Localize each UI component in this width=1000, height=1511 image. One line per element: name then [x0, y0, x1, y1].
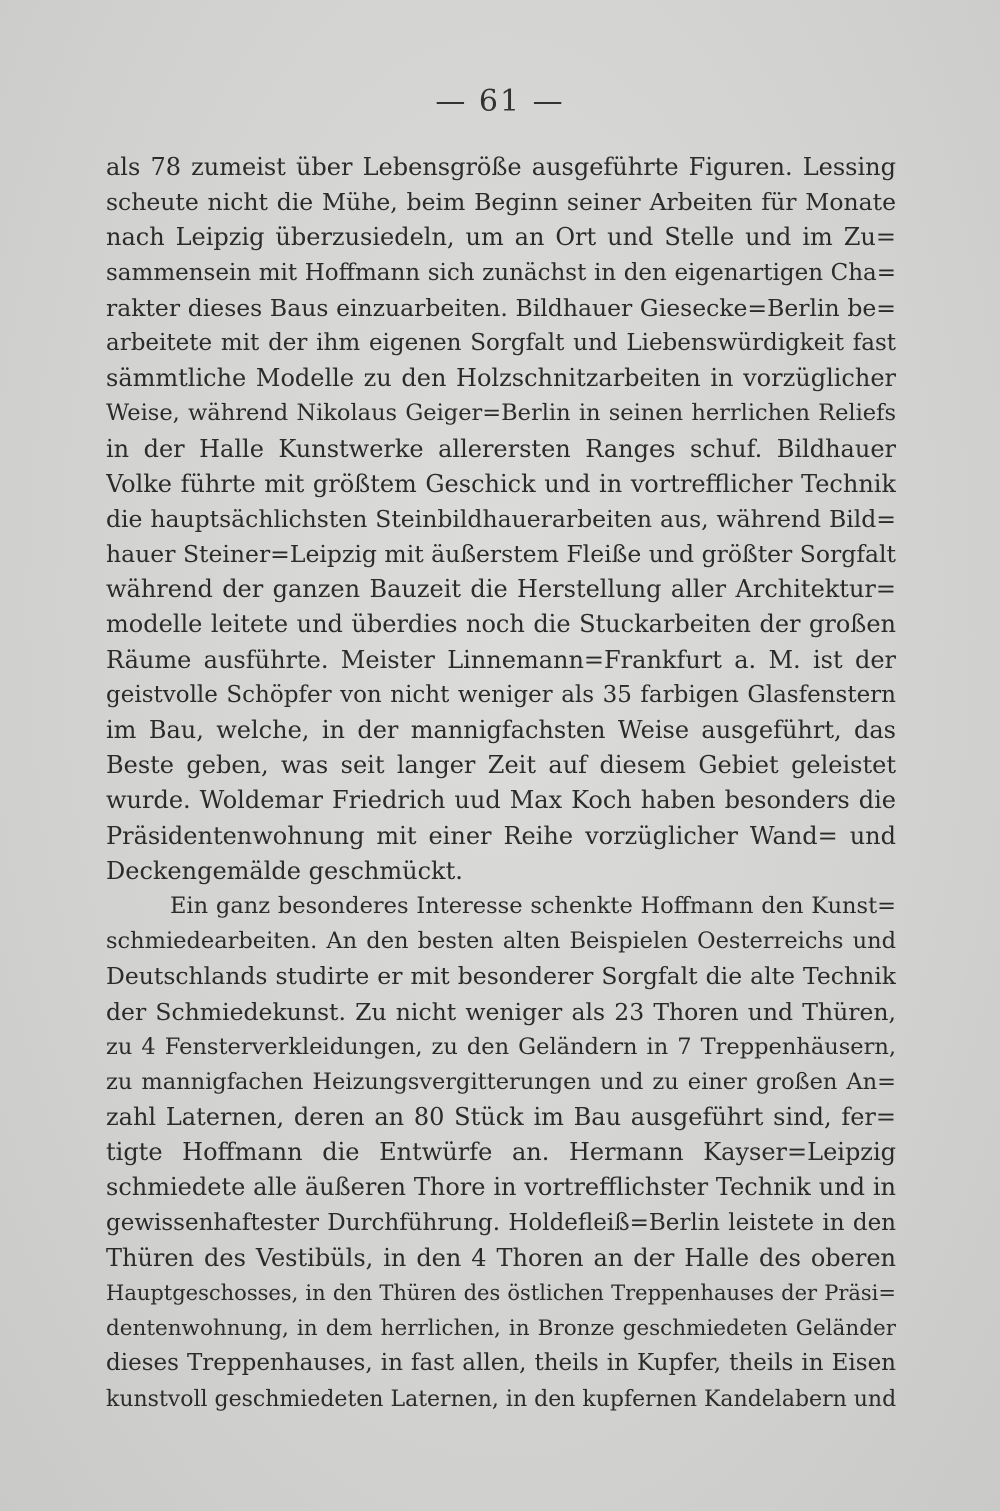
text-line: schmiedearbeiten. An den besten alten Beispielen Oesterreichs und	[106, 928, 896, 955]
text-line: arbeitete mit der ihm eigenen Sorgfalt und Liebenswürdigkeit fast	[106, 329, 896, 356]
text-line: gewissenhaftester Durchführung. Holdefleiß=Berlin leistete in den	[106, 1209, 896, 1236]
text-line: als 78 zumeist über Lebensgröße ausgeführte Figuren. Lessing	[106, 153, 896, 181]
text-line: Ein ganz besonderes Interesse schenkte Hoffmann den Kunst=	[170, 892, 896, 919]
text-line: hauer Steiner=Leipzig mit äußerstem Fleiße und größter Sorgfalt	[106, 540, 896, 569]
text-line: sämmtliche Modelle zu den Holzschnitzarbeiten in vorzüglicher	[106, 364, 896, 393]
text-line: Deckengemälde geschmückt.	[106, 856, 463, 885]
text-line: rakter dieses Baus einzuarbeiten. Bildhauer Giesecke=Berlin be=	[106, 293, 896, 322]
text-line: wurde. Woldemar Friedrich uud Max Koch haben besonders die	[106, 786, 896, 815]
text-line: Präsidentenwohnung mit einer Reihe vorzüglicher Wand= und	[106, 821, 896, 850]
text-line: kunstvoll geschmiedeten Laternen, in den kupfernen Kandelabern und	[106, 1386, 896, 1412]
text-line: scheute nicht die Mühe, beim Beginn seiner Arbeiten für Monate	[106, 188, 896, 217]
text-line: im Bau, welche, in der mannigfachsten Weise ausgeführt, das	[106, 716, 896, 744]
text-line: die hauptsächlichsten Steinbildhauerarbeiten aus, während Bild=	[106, 504, 896, 533]
text-line: dentenwohnung, in dem herrlichen, in Bronze geschmiedeten Geländer	[106, 1316, 896, 1342]
text-line: während der ganzen Bauzeit die Herstellung aller Architektur=	[106, 575, 896, 604]
text-line: Weise, während Nikolaus Geiger=Berlin in seinen herrlichen Reliefs	[106, 400, 896, 427]
text-line: in der Halle Kunstwerke allerersten Ranges schuf. Bildhauer	[106, 434, 896, 463]
text-line: zu mannigfachen Heizungsvergitterungen und zu einer großen An=	[106, 1068, 896, 1095]
text-line: tigte Hoffmann die Entwürfe an. Hermann Kayser=Leipzig	[106, 1138, 896, 1167]
text-line: dieses Treppenhauses, in fast allen, theils in Kupfer, theils in Eisen	[106, 1350, 896, 1377]
body-text	[106, 150, 896, 1417]
page-number: — 61 —	[435, 84, 565, 119]
paragraph-1	[106, 150, 896, 889]
text-line: schmiedete alle äußeren Thore in vortrefflichster Technik und in	[106, 1173, 896, 1202]
paragraph-2	[106, 889, 896, 1417]
text-line: modelle leitete und überdies noch die Stuckarbeiten der großen	[106, 610, 896, 639]
text-line: Beste geben, was seit langer Zeit auf diesem Gebiet geleistet	[106, 751, 896, 780]
text-line: zu 4 Fensterverkleidungen, zu den Geländern in 7 Treppenhäusern,	[106, 1033, 896, 1060]
text-line: sammensein mit Hoffmann sich zunächst in den eigenartigen Cha=	[106, 259, 896, 286]
text-line: nach Leipzig überzusiedeln, um an Ort und Stelle und im Zu=	[106, 223, 896, 252]
text-line: Thüren des Vestibüls, in den 4 Thoren an der Halle des oberen	[106, 1243, 896, 1272]
text-line: Volke führte mit größtem Geschick und in vortrefflicher Technik	[106, 469, 896, 498]
text-line: zahl Laternen, deren an 80 Stück im Bau ausgeführt sind, fer=	[106, 1103, 896, 1132]
text-line: Räume ausführte. Meister Linnemann=Frankfurt a. M. ist der	[106, 645, 896, 674]
text-line: Deutschlands studirte er mit besonderer Sorgfalt die alte Technik	[106, 962, 896, 991]
text-line: geistvolle Schöpfer von nicht weniger als 35 farbigen Glasfenstern	[106, 681, 896, 708]
text-line: Hauptgeschosses, in den Thüren des östlichen Treppenhauses der Präsi=	[106, 1281, 896, 1305]
text-line: der Schmiedekunst. Zu nicht weniger als 23 Thoren und Thüren,	[106, 997, 896, 1026]
